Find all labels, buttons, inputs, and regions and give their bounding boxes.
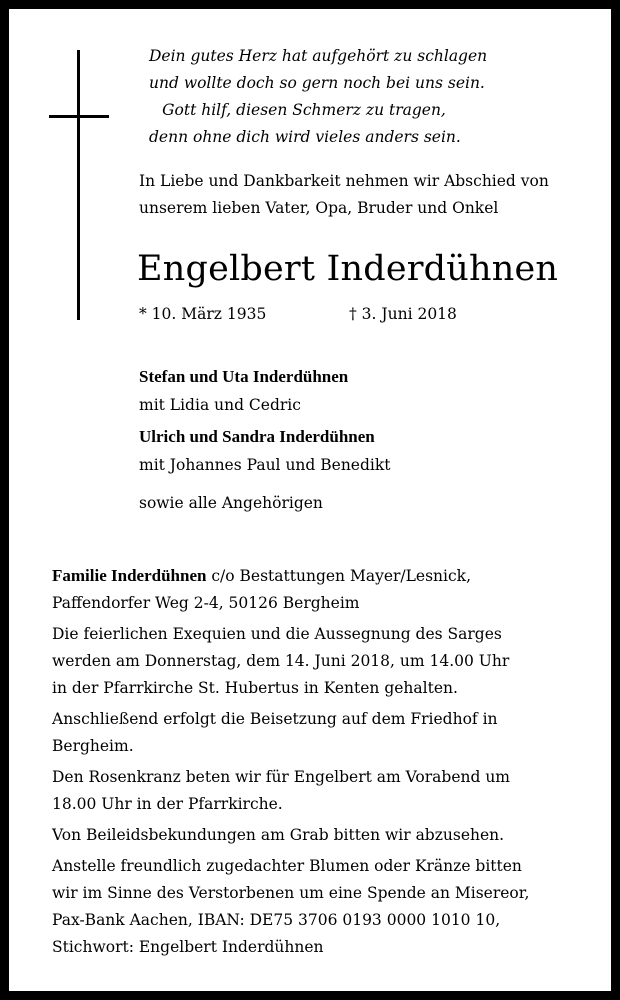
text-line: Den Rosenkranz beten wir für Engelbert am Vorabend um bbox=[52, 768, 510, 786]
intro-line: In Liebe und Dankbarkeit nehmen wir Abschied von bbox=[139, 172, 549, 190]
text-line: 18.00 Uhr in der Pfarrkirche. bbox=[52, 795, 283, 813]
relatives-line: sowie alle Angehörigen bbox=[139, 494, 323, 512]
poem-line: denn ohne dich wird vieles anders sein. bbox=[149, 128, 461, 146]
text-line: Bergheim. bbox=[52, 737, 134, 755]
poem-line: Dein gutes Herz hat aufgehört zu schlagen bbox=[149, 47, 488, 65]
intro-text bbox=[139, 168, 609, 222]
text-line: Anstelle freundlich zugedachter Blumen oder Kränze bitten bbox=[52, 857, 522, 875]
paragraph-exequien bbox=[52, 621, 592, 702]
birth-date: * 10. März 1935 bbox=[139, 305, 267, 323]
contact-line2: Paffendorfer Weg 2-4, 50126 Bergheim bbox=[52, 594, 360, 612]
text-line: Stichwort: Engelbert Inderdühnen bbox=[52, 938, 324, 956]
cross-icon-horizontal bbox=[49, 115, 109, 118]
text-line: in der Pfarrkirche St. Hubertus in Kenten gehalten. bbox=[52, 679, 458, 697]
text-line: Anschließend erfolgt die Beisetzung auf dem Friedhof in bbox=[52, 710, 498, 728]
contact-line1: c/o Bestattungen Mayer/Lesnick, bbox=[206, 567, 471, 585]
paragraph-rosary bbox=[52, 764, 592, 818]
poem-line: und wollte doch so gern noch bei uns sein. bbox=[149, 74, 485, 92]
text-line: Die feierlichen Exequien und die Aussegnung des Sarges bbox=[52, 625, 502, 643]
survivor-children: mit Lidia und Cedric bbox=[139, 396, 301, 414]
text-line: Pax-Bank Aachen, IBAN: DE75 3706 0193 0000 1010 10, bbox=[52, 911, 501, 929]
contact-address bbox=[52, 562, 592, 617]
survivor-name: Stefan und Uta Inderdühnen bbox=[139, 367, 349, 386]
text-line: wir im Sinne des Verstorbenen um eine Spende an Misereor, bbox=[52, 884, 530, 902]
deceased-name: Engelbert Inderdühnen bbox=[137, 249, 559, 289]
text-line: werden am Donnerstag, dem 14. Juni 2018, um 14.00 Uhr bbox=[52, 652, 510, 670]
contact-family: Familie Inderdühnen bbox=[52, 566, 207, 585]
paragraph-donation bbox=[52, 853, 592, 961]
survivors-list bbox=[139, 363, 609, 517]
intro-line: unserem lieben Vater, Opa, Bruder und Onkel bbox=[139, 199, 499, 217]
poem bbox=[149, 43, 488, 151]
survivor-children: mit Johannes Paul und Benedikt bbox=[139, 456, 391, 474]
service-info bbox=[52, 562, 592, 965]
death-date: † 3. Juni 2018 bbox=[349, 305, 457, 323]
cross-icon-vertical bbox=[77, 50, 80, 320]
text-line: Von Beileidsbekundungen am Grab bitten wir abzusehen. bbox=[52, 826, 505, 844]
paragraph-condolences bbox=[52, 822, 592, 849]
paragraph-burial bbox=[52, 706, 592, 760]
survivor-name: Ulrich und Sandra Inderdühnen bbox=[139, 427, 375, 446]
poem-line: Gott hilf, diesen Schmerz zu tragen, bbox=[162, 101, 446, 119]
